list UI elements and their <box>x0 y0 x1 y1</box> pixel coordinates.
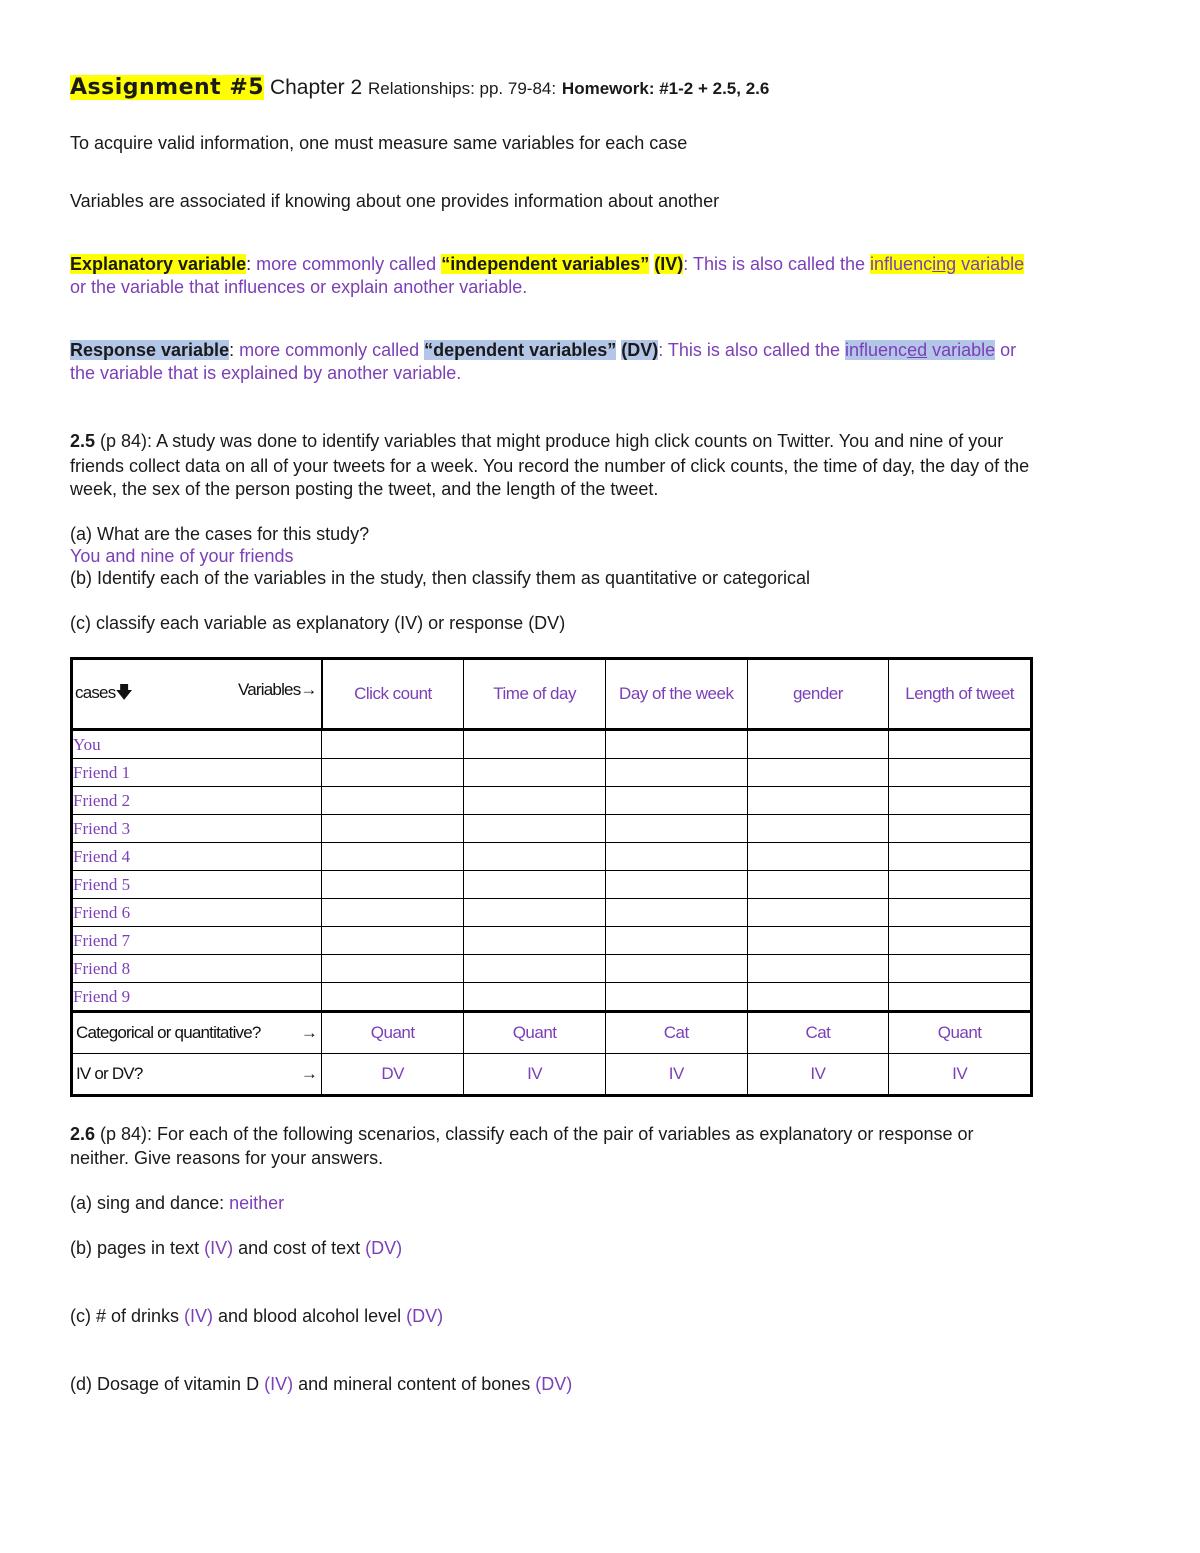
response-hl-underlined: ed <box>907 340 928 360</box>
q26-b-text-1: (b) pages in text <box>70 1238 205 1258</box>
q26-c-text-1: (c) # of drinks <box>70 1306 185 1326</box>
type-label-cell <box>72 1012 322 1054</box>
case-name: Friend 6 <box>72 899 322 927</box>
table-row <box>72 927 1032 955</box>
q26-part-c <box>70 1305 443 1328</box>
q26-c-text-2: and blood alcohol level <box>213 1306 407 1326</box>
table-row <box>72 787 1032 815</box>
q26-b-text-2: and cost of text <box>233 1238 366 1258</box>
q26-c-iv: (IV) <box>184 1306 214 1326</box>
q26-line-1 <box>70 1123 973 1146</box>
q26-part-a <box>70 1192 284 1215</box>
table-row <box>72 759 1032 787</box>
q26-d-dv: (DV) <box>535 1374 573 1394</box>
explanatory-hl-2: variable <box>956 254 1025 274</box>
case-name: Friend 4 <box>72 843 322 871</box>
explanatory-abbr: (IV) <box>654 254 684 274</box>
role-row <box>72 1054 1032 1096</box>
q26-number: 2.6 <box>70 1124 96 1144</box>
response-definition <box>70 339 1016 362</box>
variable-header: gender <box>747 659 889 730</box>
q26-b-dv: (DV) <box>365 1238 403 1258</box>
table-row <box>72 899 1032 927</box>
q26-a-answer: neither <box>229 1193 285 1213</box>
q25-part-c: (c) classify each variable as explanatory (IV) or response (DV) <box>70 613 566 633</box>
explanatory-definition <box>70 253 1024 276</box>
variable-header: Click count <box>322 659 464 730</box>
response-quoted: “dependent variables” <box>424 340 617 360</box>
response-text-1: more commonly called <box>234 340 425 360</box>
q26-line-2: neither. Give reasons for your answers. <box>70 1148 384 1168</box>
explanatory-hl-underlined: ing <box>932 254 957 274</box>
variable-header: Day of the week <box>605 659 747 730</box>
type-value: Quant <box>322 1012 464 1054</box>
q25-part-b: (b) Identify each of the variables in the study, then classify them as quantitative or categorical <box>70 568 811 588</box>
homework-label: Homework: #1-2 + 2.5, 2.6 <box>561 79 770 98</box>
relationships-label: Relationships: pp. 79-84: <box>368 79 557 98</box>
variable-header: Time of day <box>464 659 606 730</box>
q26-part-b <box>70 1237 402 1260</box>
q26-d-iv: (IV) <box>264 1374 294 1394</box>
explanatory-term: Explanatory variable <box>70 254 247 274</box>
type-label: Categorical or quantitative? <box>76 1023 261 1042</box>
q26-d-text-1: (d) Dosage of vitamin D <box>70 1374 265 1394</box>
response-text-2: : This is also called the <box>658 340 846 360</box>
response-abbr: (DV) <box>621 340 659 360</box>
case-name: You <box>72 730 322 759</box>
variables-table <box>70 657 1033 1097</box>
q26-d-text-2: and mineral content of bones <box>293 1374 536 1394</box>
q25-text-1: (p 84): A study was done to identify variables that might produce high click counts on Twitter. You and nine of your <box>95 431 1004 451</box>
role-arrow: → <box>300 1064 318 1083</box>
case-name: Friend 8 <box>72 955 322 983</box>
response-line-2: the variable that is explained by another variable. <box>70 363 462 383</box>
type-value: Quant <box>889 1012 1032 1054</box>
explanatory-colon: : <box>246 254 252 274</box>
case-name: Friend 9 <box>72 983 322 1012</box>
response-hl-1: influenc <box>845 340 908 360</box>
type-row <box>72 1012 1032 1054</box>
chapter-label: Chapter 2 <box>269 76 363 99</box>
type-value: Cat <box>747 1012 889 1054</box>
role-value: IV <box>889 1054 1032 1096</box>
intro-line-1: To acquire valid information, one must measure same variables for each case <box>70 133 688 153</box>
table-row <box>72 983 1032 1012</box>
q25-line-2: friends collect data on all of your tweets for a week. You record the number of click counts, the time of day, the day of the <box>70 456 1030 476</box>
q26-c-dv: (DV) <box>406 1306 444 1326</box>
response-colon: : <box>229 340 235 360</box>
cases-label: cases🡇 <box>75 682 133 702</box>
q26-b-iv: (IV) <box>204 1238 234 1258</box>
explanatory-hl-1: influenc <box>870 254 933 274</box>
role-label-cell <box>72 1054 322 1096</box>
table-header-row <box>72 659 1032 730</box>
explanatory-text-2: : This is also called the <box>683 254 871 274</box>
role-value: IV <box>747 1054 889 1096</box>
variables-label: Variables→ <box>238 679 317 699</box>
role-value: IV <box>464 1054 606 1096</box>
q26-part-d <box>70 1373 572 1396</box>
type-value: Cat <box>605 1012 747 1054</box>
q26-text-1: (p 84): For each of the following scenarios, classify each of the pair of variables as explanatory or response or <box>95 1124 974 1144</box>
assignment-title: Assignment #5 <box>70 75 265 100</box>
table-row <box>72 730 1032 759</box>
q25-part-a-answer: You and nine of your friends <box>70 546 294 566</box>
table-row <box>72 815 1032 843</box>
response-term: Response variable <box>70 340 230 360</box>
explanatory-quoted: “independent variables” <box>441 254 650 274</box>
intro-line-2: Variables are associated if knowing about one provides information about another <box>70 191 720 211</box>
case-name: Friend 5 <box>72 871 322 899</box>
table-row <box>72 843 1032 871</box>
table-row <box>72 955 1032 983</box>
response-hl-2: variable <box>927 340 996 360</box>
q25-part-a: (a) What are the cases for this study? <box>70 524 370 544</box>
q26-a-text: (a) sing and dance: <box>70 1193 230 1213</box>
type-arrow: → <box>300 1023 318 1042</box>
response-text-3: or <box>995 340 1017 360</box>
case-name: Friend 2 <box>72 787 322 815</box>
role-label: IV or DV? <box>76 1064 143 1083</box>
assignment-header <box>70 76 769 100</box>
variable-header: Length of tweet <box>889 659 1032 730</box>
q25-number: 2.5 <box>70 431 96 451</box>
type-value: Quant <box>464 1012 606 1054</box>
table-corner-cell <box>72 659 322 730</box>
q25-line-1 <box>70 430 1003 453</box>
case-name: Friend 3 <box>72 815 322 843</box>
case-name: Friend 1 <box>72 759 322 787</box>
role-value: IV <box>605 1054 747 1096</box>
role-value: DV <box>322 1054 464 1096</box>
q25-line-3: week, the sex of the person posting the tweet, and the length of the tweet. <box>70 479 659 499</box>
table-row <box>72 871 1032 899</box>
explanatory-text-1: more commonly called <box>251 254 442 274</box>
case-name: Friend 7 <box>72 927 322 955</box>
explanatory-line-2: or the variable that influences or explain another variable. <box>70 277 528 297</box>
